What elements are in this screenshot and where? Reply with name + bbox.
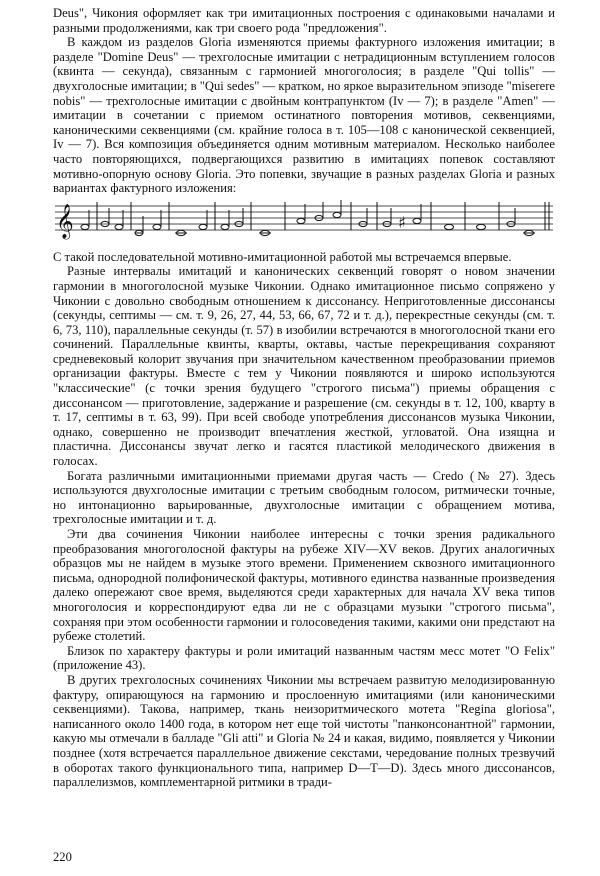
music-notation-example bbox=[53, 198, 555, 246]
music-staff bbox=[53, 198, 555, 246]
paragraph-7: Близок по характеру фактуры и роли имитаций названным частям месс мотет "О Felix" (приложение 43). bbox=[53, 643, 555, 673]
staff-lines bbox=[55, 206, 553, 230]
paragraph-2: В каждом из разделов Gloria изменяются приемы фактурного изложения имитации; в разделе "Domine Deus" — трехголосные имитации с нетрадиционным вступлением голосов (квинта — секунда), связанным с гармонией многоголосия; в разделе "Qui tollis" — двухголосные имитации; в "Qui sedes" — кратком, но яркое выразительном эпизоде "miserere nobis" — трехголосные имитации с двойным контрапунктом (Iv — 7); в разделе "Amen" — имитации в сочетании с приемом остинатного повторения мотивов, секвенциями, каноническими секвенциями (см. крайние голоса в т. 105—108 с канонической секвенцией, Iv — 7). Вся композиция объединяется одним мотивным материалом. Несколько наиболее часто повторяющихся, подвергающихся развитию в имитациях попевок составляют мотивно-опорную основу Gloria. Это попевки, звучащие в разных разделах Gloria и разных вариантах фактурного изложения: bbox=[53, 35, 555, 196]
sharp-icon: ♯ bbox=[398, 212, 406, 232]
page-number: 220 bbox=[53, 850, 72, 864]
paragraph-6: Эти два сочинения Чиконии наиболее интересны с точки зрения радикального преобразования многоголосной фактуры на рубеже XIV—XV веков. Других аналогичных образцов мы не найдем в музыке этого времени. Применением сквозного имитационного письма, однородной полифонической фактуры, мотивного единства названные произведения далеко опережают свое время, выделяются среди характерных для начала XV века типов многоголосия и корреспондируют едва ли не с образцами музыки "строгого письма", сохраняя при этом особенности гармонии и голосоведения такими, какими они предстают на рубеже столетий. bbox=[53, 527, 555, 644]
treble-clef-icon: 𝄞 bbox=[56, 203, 74, 239]
paragraph-5: Богата различными имитационными приемами другая часть — Credo (№ 27). Здесь используются двухголосные имитации с третьим свободным голосом, ритмически точные, но интонационно варьированные, двухголосные имитации с обращением мотива, трехголосные имитации и т. д. bbox=[53, 468, 555, 527]
paragraph-1: Deus", Чикония оформляет как три имитационных построения с одинаковыми началами и разными продолжениями, как три своего рода "предложения". bbox=[53, 6, 555, 35]
paragraph-3: С такой последовательной мотивно-имитационной работой мы встречаемся впервые. bbox=[53, 249, 512, 264]
paragraph-8: В других трехголосных сочинениях Чиконии мы встречаем развитую мелодизированную фактуру, опирающуюся на гармонию и прослоенную имитациями (или каноническими секвенциями). Такова, например, ткань неизоритмического мотета "Regina gloriosa", написанного около 1400 года, в котором нет еще той чистоты "панконсонантной" гармонии, какую мы отмечали в балладе "Gli atti" и Gloria № 24 и какая, видимо, появляется у Чиконии позднее (хотя встречается параллельное движение секстами, чередование полных трезвучий в оборотах такого функционального типа, например D—T—D). Здесь много диссонансов, параллелизмов, комплементарной ритмики в тради- bbox=[53, 672, 555, 790]
paragraph-4: Разные интервалы имитаций и канонических секвенций говорят о новом значении гармонии в многоголосной музыке Чиконии. Однако имитационное письмо сопряжено у Чиконии с довольно свободным отношением к диссонансу. Неприготовленные диссонансы (секунды, септимы — см. т. 9, 26, 27, 44, 53, 66, 67, 72 и т. д.), перекрестные секунды (см. т. 6, 73, 110), параллельные секунды (т. 57) в изобилии встречаются в многоголосной ткани его сочинений. Параллельные квинты, кварты, октавы, частые перекрещивания сохраняют средневековый колорит звучания при значительном качественном преобразовании приемов организации фактуры. Вместе с тем у Чиконии появляются и широко используются "классические" (с точки зрения будущего "строгого письма") приемы обращения с диссонансом — приготовление, задержание и разрешение (см. секунды в т. 12, 100, кварту в т. 17, септимы в т. 63, 99). При всей свободе употребления диссонансов музыка Чиконии, однако, совершенно не производит впечатления жесткой, угловатой. Она изящна и пластична. Диссонансы звучат легко и гасятся пластикой мелодического движения в голосах. bbox=[53, 264, 555, 469]
